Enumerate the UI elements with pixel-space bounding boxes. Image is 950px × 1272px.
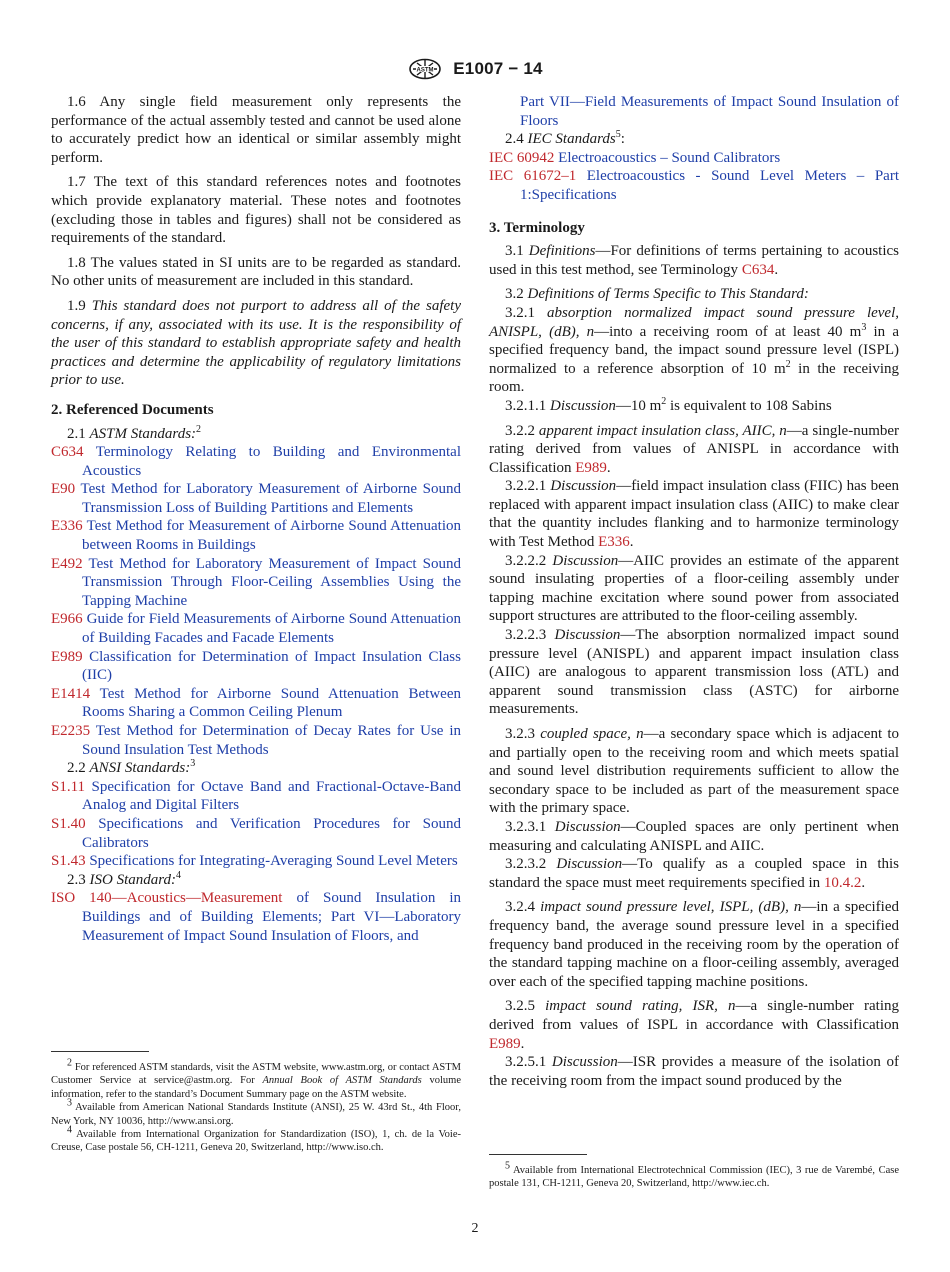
paragraph-number: 3.2.3.1: [505, 818, 547, 835]
footnote-italic: Annual Book of ASTM Standards: [262, 1075, 422, 1087]
reference-item[interactable]: [489, 167, 899, 204]
reference-item[interactable]: [51, 480, 461, 517]
definition-text: —a secondary space which is adjacent to and partially open to the receiving room and which meets spatial and sound level distribution requirements sufficient to allow the secondary space to be included as part of the measurement space with the primary space.: [489, 726, 900, 817]
reference-code-link[interactable]: S1.40: [51, 815, 86, 832]
reference-item[interactable]: [51, 685, 461, 722]
term: coupled space, n: [540, 726, 644, 742]
cross-reference-link[interactable]: 10.4.2: [823, 874, 862, 891]
reference-title-link[interactable]: of Sound Insulation in Buildings and of Building Elements; Part VI—Laboratory Measurement of Impact Sound Insulation of Floors, and: [82, 890, 462, 944]
definition-text: —10 m: [615, 397, 662, 414]
superscript: 2: [785, 358, 791, 370]
definition-text: —into a receiving room of at least 40 m: [594, 323, 862, 340]
reference-title-link[interactable]: Test Method for Measurement of Airborne Sound Attenuation between Rooms in Buildings: [82, 518, 461, 554]
reference-item[interactable]: [51, 517, 461, 554]
reference-title-link[interactable]: Specifications for Integrating-Averaging Sound Level Meters: [89, 853, 458, 870]
paragraph-number: 1.9: [67, 297, 86, 314]
paragraph-number: 3.2.3.2: [505, 856, 547, 873]
safety-statement: This standard does not purport to address all of the safety concerns, if any, associated with its use. It is the responsibility of the user of this standard to establish appropriate safety and health practices and determine the applicability of regulatory limitations prior to use.: [51, 297, 462, 389]
reference-item[interactable]: [51, 778, 461, 815]
term: Discussion: [550, 397, 616, 414]
paragraph-3-1: 3.1 Definitions—For definitions of terms pertaining to acoustics used in this test method, see Terminology C634.: [489, 243, 900, 278]
reference-code-link[interactable]: C634: [51, 444, 84, 461]
paragraph-number: 3.1: [505, 243, 524, 260]
paragraph-3-2-2-1: 3.2.2.1 Discussion—field impact insulation class (FIIC) has been replaced with apparent impact insulation class (AIIC) to make clear that the quantity includes flanking and to harmonize terminology with Test Method E336.: [489, 478, 899, 551]
reference-code-link[interactable]: E1414: [51, 685, 91, 702]
page-header: [0, 58, 950, 82]
footnote-3: [51, 1097, 461, 1128]
footnote-marker: 3: [190, 758, 196, 770]
footnote-number: 2: [67, 1057, 72, 1069]
paragraph-1-9: [51, 297, 461, 390]
term: Discussion: [551, 1054, 618, 1071]
subsection-2-2: [51, 759, 461, 778]
paragraph-number: 3.2.5: [505, 998, 535, 1015]
footnote-number: 3: [67, 1097, 72, 1109]
reference-item-iso-continued[interactable]: [489, 93, 899, 130]
reference-code-link[interactable]: S1.43: [51, 853, 86, 870]
footnote-divider: [51, 1051, 149, 1052]
definition-text: is equivalent to 108 Sabins: [666, 397, 832, 414]
definition-text: in a specified frequency band, the impact sound pressure level (ISPL) normalized to a reference absorption of 10 m: [489, 323, 900, 377]
definition-text: in the receiving room.: [489, 360, 899, 396]
term: Definitions of Terms Specific to This Standard:: [527, 286, 809, 303]
subsection-2-3: [51, 871, 461, 890]
reference-code-link[interactable]: E2235: [51, 723, 91, 739]
definition-text: —field impact insulation class (FIIC) has been replaced with apparent impact insulation class (AIIC) to make clear that the quantity includes flanking and to harmonize terminology with Test Method: [489, 478, 899, 551]
reference-code-link[interactable]: E90: [51, 481, 76, 498]
footnote-divider: [489, 1154, 587, 1155]
footnote-marker: 2: [196, 423, 202, 435]
cross-reference-link[interactable]: E989: [575, 459, 607, 476]
term: impact sound pressure level, ISPL, (dB), n: [540, 899, 802, 916]
section-heading-2: 2. Referenced Documents: [51, 401, 214, 418]
superscript: 3: [861, 321, 867, 333]
reference-title-link[interactable]: Test Method for Laboratory Measurement of Impact Sound Transmission Through Floor-Ceiling Assemblies Using the Tapping Machine: [82, 555, 461, 609]
section-heading-3: 3. Terminology: [489, 219, 585, 236]
subsection-number: 2.4: [505, 131, 524, 148]
paragraph-number: 3.2: [505, 286, 524, 303]
reference-title-link[interactable]: Part VII—Field Measurements of Impact Sound Insulation of Floors: [520, 94, 899, 129]
reference-title-link[interactable]: Terminology Relating to Building and Environmental Acoustics: [82, 444, 461, 479]
footnote-text: Available from International Electrotechnical Commission (IEC), 3 rue de Varembé, Case postale 131, CH-1211, Geneva 20, Switzerland, http://www.iec.ch.: [489, 1165, 900, 1190]
footnote-text: volume information, refer to the standard’s Document Summary page on the ASTM website.: [51, 1075, 462, 1100]
paragraph-number: 3.2.4: [505, 899, 535, 916]
reference-item[interactable]: [51, 555, 461, 611]
right-column: [489, 93, 899, 1090]
definition-text: —ISR provides a measure of the isolation of the receiving room from the impact sound produced by the: [489, 1054, 899, 1089]
reference-item-iso[interactable]: [51, 889, 461, 945]
term: Discussion: [552, 552, 619, 569]
reference-item[interactable]: [51, 722, 461, 759]
paragraph-1-7: 1.7 The text of this standard references notes and footnotes which provide explanatory material. These notes and footnotes (excluding those in tables and figures) shall not be considered as requirements of the standard.: [51, 174, 461, 247]
definition-text: —a single-number rating derived from values of ISPL in accordance with Classification: [489, 998, 900, 1033]
term: Discussion: [556, 856, 623, 873]
term: Definitions: [528, 243, 596, 260]
paragraph-number: 3.2.2.3: [505, 627, 547, 644]
subsection-label: IEC Standards: [527, 131, 616, 148]
subsection-number: 2.2: [67, 760, 86, 777]
paragraph-number: 3.2.1.1: [505, 397, 547, 414]
superscript: 2: [661, 395, 667, 407]
astm-logo-icon: [407, 58, 443, 80]
reference-title-link[interactable]: Guide for Field Measurements of Airborne Sound Attenuation of Building Facades and Facade Elements: [82, 611, 461, 647]
subsection-2-1: [51, 425, 461, 444]
ansi-reference-list: [51, 778, 461, 871]
footnote-marker: 4: [176, 869, 182, 881]
paragraph-number: 3.2.2: [505, 422, 535, 439]
footnote-number: 4: [67, 1124, 72, 1136]
paragraph-3-2-2-2: [489, 552, 899, 626]
paragraph-3-2-5-1: [489, 1053, 899, 1090]
reference-item[interactable]: [51, 852, 461, 871]
reference-code-link[interactable]: E336: [51, 518, 83, 535]
reference-item[interactable]: [489, 149, 899, 168]
paragraph-3-2-3-2: 3.2.3.2 Discussion—To qualify as a coupled space in this standard the space must meet requirements specified in 10.4.2.: [489, 856, 900, 891]
paragraph-3-2-5: 3.2.5 impact sound rating, ISR, n—a single-number rating derived from values of ISPL in accordance with Classification E989.: [489, 998, 900, 1052]
colon: :: [620, 131, 625, 148]
definition-text: —AIIC provides an estimate of the apparent sound insulating properties of a floor-ceiling assembly under tapping machine excitation where sound power from associated support structures are attributed to the floor-ceiling assembly.: [489, 552, 899, 625]
term: Discussion: [554, 818, 621, 835]
subsection-label: ANSI Standards:: [89, 760, 191, 777]
reference-code-link[interactable]: ISO 140—Acoustics—Measurement: [51, 890, 283, 907]
paragraph-1-6: 1.6 Any single field measurement only represents the performance of the actual assembly tested and cannot be used alone to accurately predict how an identical or similar assembly might perform.: [51, 94, 461, 166]
definition-text: —a single-number rating derived from values of ANISPL in accordance with Classification: [489, 422, 900, 476]
paragraph-3-2-3-1: [489, 818, 899, 855]
svg-text:ASTM: ASTM: [416, 67, 434, 74]
definition-text: —The absorption normalized impact sound pressure level (ANISPL) and apparent impact insulation class (AIIC) are analogous to apparent transmission loss (ATL) and apparent sound transmission class (ASTC) for airborne measurements.: [489, 627, 899, 718]
paragraph-3-2-3: [489, 725, 899, 818]
paragraph-1-8: 1.8 The values stated in SI units are to be regarded as standard. No other units of measurement are included in this standard.: [51, 254, 461, 290]
reference-code-link[interactable]: E492: [51, 555, 83, 572]
footnote-text: For referenced ASTM standards, visit the ASTM website, www.astm.org, or contact ASTM Customer Service at service@astm.org. For: [51, 1062, 462, 1087]
reference-title-link[interactable]: Electroacoustics - Sound Level Meters – Part 1:Specifications: [520, 168, 899, 203]
term: Discussion: [550, 478, 617, 495]
right-footnotes: [489, 1160, 900, 1191]
subsection-number: 2.3: [67, 871, 86, 888]
document-id: E1007 − 14: [453, 59, 543, 78]
footnote-text: Available from American National Standards Institute (ANSI), 25 W. 43rd St., 4th Floor, New York, NY 10036, http://www.ansi.org.: [51, 1102, 461, 1127]
term: impact sound rating, ISR, n: [545, 998, 736, 1015]
reference-item[interactable]: [51, 815, 461, 852]
definition-text: —To qualify as a coupled space in this standard the space must meet requirements specified in: [489, 856, 900, 891]
footnote-5: [489, 1160, 900, 1191]
term: Discussion: [554, 627, 621, 644]
cross-reference-link[interactable]: E989: [489, 1035, 521, 1052]
cross-reference-link[interactable]: E336: [598, 534, 630, 551]
subsection-2-4: [489, 130, 899, 149]
definition-text: —Coupled spaces are only pertinent when measuring and calculating ANISPL and AIIC.: [489, 818, 900, 854]
paragraph-number: 3.2.2.1: [505, 478, 547, 495]
term: absorption normalized impact sound pressure level, ANISPL, (dB), n: [489, 304, 899, 340]
paragraph-3-2-2: 3.2.2 apparent impact insulation class, AIIC, n—a single-number rating derived from values of ANISPL in accordance with Classification E989.: [489, 422, 900, 476]
page-number: 2: [471, 1221, 479, 1236]
reference-item[interactable]: [51, 610, 461, 647]
reference-title-link[interactable]: Test Method for Airborne Sound Attenuation Between Rooms Sharing a Common Ceiling Plenum: [82, 685, 461, 721]
footnote-marker: 5: [615, 129, 621, 141]
paragraph-3-2: [489, 285, 899, 304]
reference-title-link[interactable]: Electroacoustics – Sound Calibrators: [558, 149, 781, 166]
paragraph-number: 3.2.2.2: [505, 552, 547, 569]
iec-reference-list: [489, 149, 899, 205]
definition-text: —in a specified frequency band, the average sound pressure level in a specified frequency band produced in the receiving room by the operation of the standard tapping machine on a floor-ceiling assembly, averaged over each of the specified tapping machine positions.: [489, 899, 900, 990]
reference-code-link[interactable]: E989: [51, 648, 83, 665]
footnote-4: [51, 1124, 462, 1155]
subsection-label: ISO Standard:: [89, 871, 177, 888]
reference-code-link[interactable]: IEC 61672–1: [489, 168, 577, 185]
paragraph-3-2-1-1: [489, 397, 899, 416]
reference-item[interactable]: [51, 648, 461, 685]
paragraph-number: 3.2.5.1: [505, 1054, 547, 1071]
reference-item[interactable]: [51, 443, 461, 480]
reference-title-link[interactable]: Classification for Determination of Impact Insulation Class (IIC): [82, 648, 461, 684]
reference-code-link[interactable]: E966: [51, 611, 83, 628]
subsection-number: 2.1: [67, 425, 86, 442]
reference-title-link[interactable]: Specifications and Verification Procedures for Sound Calibrators: [82, 815, 461, 851]
left-footnotes: [51, 1057, 462, 1155]
reference-title-link[interactable]: Specification for Octave Band and Fractional-Octave-Band Analog and Digital Filters: [82, 778, 461, 814]
cross-reference-link[interactable]: C634: [741, 261, 775, 278]
reference-title-link[interactable]: Test Method for Determination of Decay Rates for Use in Sound Insulation Test Methods: [82, 723, 461, 758]
paragraph-number: 3.2.1: [505, 304, 535, 321]
reference-code-link[interactable]: S1.11: [51, 778, 86, 795]
reference-title-link[interactable]: Test Method for Laboratory Measurement of Airborne Sound Transmission Loss of Building Partitions and Elements: [80, 481, 461, 516]
reference-code-link[interactable]: IEC 60942: [489, 149, 555, 166]
astm-reference-list: [51, 443, 461, 759]
footnote-number: 5: [505, 1160, 510, 1172]
paragraph-3-2-2-3: [489, 626, 899, 719]
subsection-label: ASTM Standards:: [89, 425, 197, 442]
paragraph-number: 3.2.3: [505, 726, 535, 742]
paragraph-3-2-1: [489, 304, 899, 397]
footnote-text: Available from International Organization for Standardization (ISO), 1, ch. de la Voie-Creuse, Case postale 56, CH-1211, Geneva 20, Switzerland, http://www.iso.ch.: [51, 1129, 462, 1154]
definition-text: —For definitions of terms pertaining to acoustics used in this test method, see Terminology: [489, 243, 900, 278]
footnote-2: [51, 1057, 462, 1101]
left-column: [51, 93, 461, 945]
term: apparent impact insulation class, AIIC, n: [538, 422, 787, 439]
paragraph-3-2-4: [489, 898, 899, 991]
